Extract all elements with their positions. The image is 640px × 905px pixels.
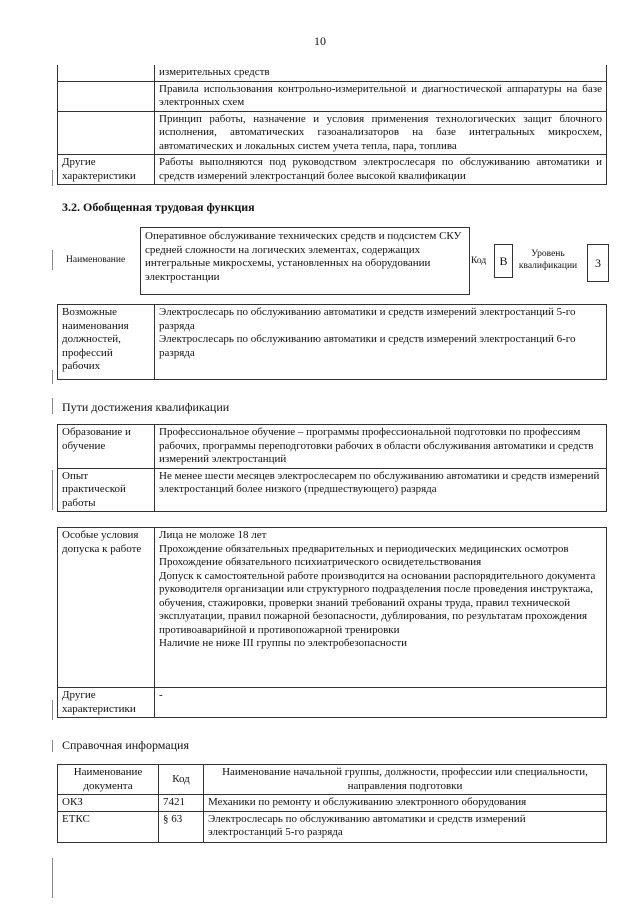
reference-code: § 63 (159, 811, 204, 842)
header-document: Наименование документа (58, 765, 159, 795)
header-code: Код (159, 765, 204, 795)
positions-label: Возможные наименования должностей, профессий рабочих (58, 305, 155, 380)
knowledge-item: Правила использования контрольно-измерительной и диагностической аппаратуры на базе электронных схем (155, 81, 607, 111)
reference-name: Механики по ремонту и обслуживанию электронного оборудования (204, 795, 607, 812)
reference-name: Электрослесарь по обслуживанию автоматики и средств измерений электростанций 5-го разряда (204, 811, 607, 842)
margin-mark (52, 700, 53, 720)
header-name: Наименование начальной группы, должности, профессии или специальности, направления подготовки (204, 765, 607, 795)
qualification-table (57, 424, 607, 512)
margin-mark (52, 470, 53, 510)
experience-label: Опыт практической работы (58, 468, 155, 512)
empty-cell (58, 111, 155, 155)
reference-doc: ЕТКС (58, 811, 159, 842)
paths-title: Пути достижения квалификации (62, 400, 230, 414)
conditions-label: Особые условия допуска к работе (58, 528, 155, 688)
condition-item: Наличие не ниже III группы по электробезопасности (159, 637, 408, 649)
empty-cell (58, 65, 155, 81)
empty-cell (58, 81, 155, 111)
condition-item: Лица не моложе 18 лет (159, 529, 267, 541)
reference-title: Справочная информация (62, 738, 189, 752)
position-1: Электрослесарь по обслуживанию автоматики и средств измерений электростанций 5-го разряда (159, 306, 576, 332)
experience-value: Не менее шести месяцев электрослесарем по обслуживанию автоматики и средств измерений электростанций более низкого (предшествующего) разряда (155, 468, 607, 512)
positions-table (57, 304, 607, 380)
knowledge-item: измерительных средств (155, 65, 607, 81)
other-value: Работы выполняются под руководством электрослесаря по обслуживанию автоматики и средств измерений электростанций более высокой квалификации (155, 155, 607, 185)
margin-mark (52, 858, 53, 898)
code-label: Код (471, 256, 487, 266)
positions-value (155, 305, 607, 380)
education-label: Образование и обучение (58, 425, 155, 469)
condition-item: Прохождение обязательного психиатрического освидетельствования (159, 556, 482, 568)
level-value: 3 (587, 244, 609, 282)
other-label: Другие характеристики (58, 155, 155, 185)
margin-mark (52, 250, 53, 270)
position-2: Электрослесарь по обслуживанию автоматики и средств измерений электростанций 6-го разряда (159, 333, 576, 359)
condition-item: Прохождение обязательных предварительных и периодических медицинских осмотров (159, 542, 569, 555)
section-title: 3.2. Обобщенная трудовая функция (62, 200, 255, 214)
reference-doc: ОКЗ (58, 795, 159, 812)
conditions-value (155, 528, 607, 688)
conditions-other-label: Другие характеристики (58, 688, 155, 718)
conditions-table (57, 527, 607, 718)
conditions-other-value: - (155, 688, 607, 718)
margin-mark (52, 398, 53, 414)
page-number: 10 (314, 34, 326, 48)
margin-mark (52, 370, 53, 384)
reference-code: 7421 (159, 795, 204, 812)
function-name-value: Оперативное обслуживание технических средств и подсистем СКУ средней сложности на логических элементах, содержащих интегральные микросхемы, установленных на оборудовании электростанции (140, 227, 470, 295)
knowledge-item: Принцип работы, назначение и условия применения технологических защит блочного исполнения, автоматических газоанализаторов на базе интегральных микросхем, автоматических и локальных систем учета тепла, пара, топлива (155, 111, 607, 155)
margin-mark (52, 740, 53, 752)
knowledge-table (57, 65, 607, 185)
function-name-label: Наименование (66, 255, 126, 265)
reference-table (57, 764, 607, 843)
code-value: B (494, 244, 513, 278)
level-label: Уровень квалификации (518, 249, 578, 271)
education-value: Профессиональное обучение – программы профессиональной подготовки по профессиям рабочих, программы переподготовки рабочих в области обслуживания автоматики и средств измерений электростанций (155, 425, 607, 469)
condition-item: Допуск к самостоятельной работе производится на основании распорядительного документа руководителя организации или структурного подразделения после проведения инструктажа, обучения, стажировки, проверки знаний требований охраны труда, правил технической эксплуатации, правил пожарной безопасности, дублирования, по результатам прохождения противоаварийной и противопожарной тренировки (159, 569, 596, 636)
margin-mark (52, 170, 53, 186)
